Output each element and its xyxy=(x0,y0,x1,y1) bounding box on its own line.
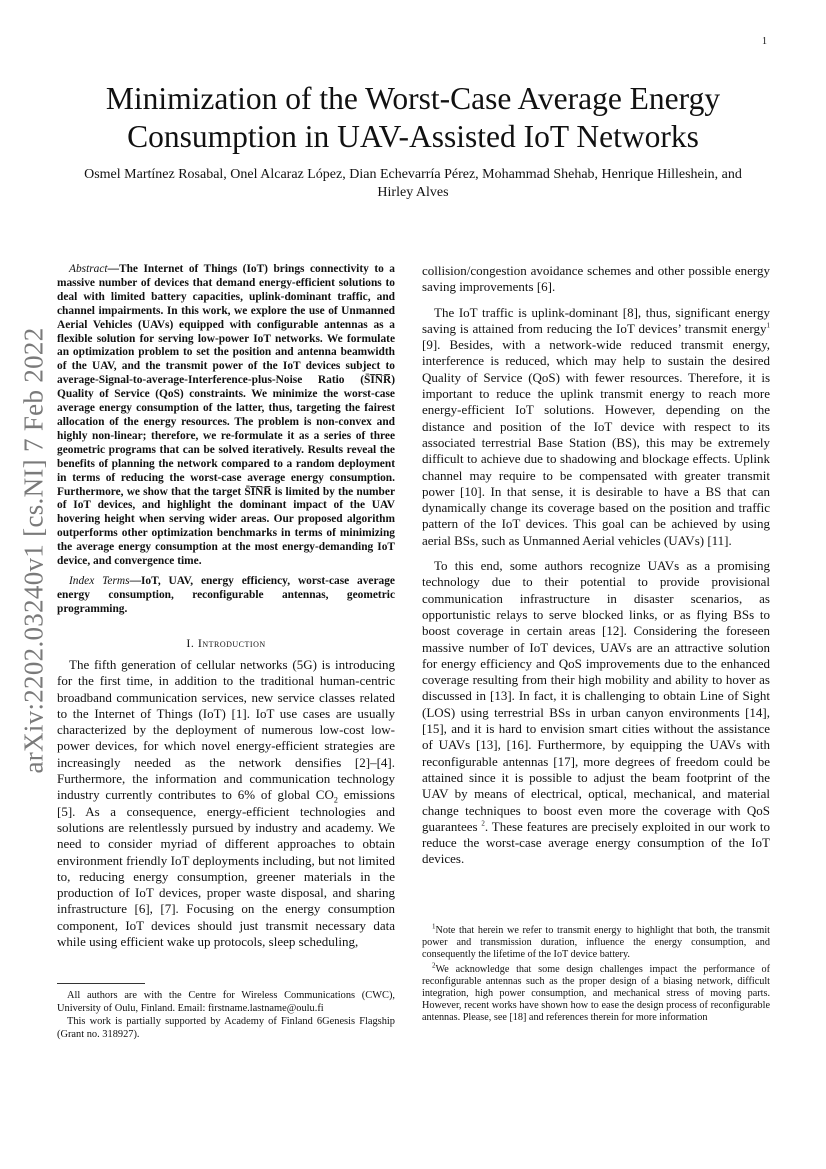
footnotes xyxy=(422,922,770,1027)
intro-text-part: The fifth generation of cellular networks (5G) is introducing for the first time, in addition to the traditional human-centric broadband communication services, new service classes related to the Internet of Things (IoT) [1]. IoT use cases are usually characterized by the deployment of numerous low-cost low-power devices, for which novel energy-efficient strategies are increasingly needed as the network densifies [2]–[4]. Furthermore, the information and communication technology industry currently contributes to xyxy=(57,656,395,803)
footnote-marker: 1 xyxy=(432,922,436,931)
page-number: 1 xyxy=(762,36,767,47)
intro-paragraph-1 xyxy=(57,657,395,950)
right-paragraph-0: collision/congestion avoidance schemes and other possible energy saving improvements [6]. xyxy=(422,263,770,295)
footnote-text: Note that herein we refer to transmit energy to highlight that both, the transmit power and transmission duration, influence the energy consumption, and consequently the lifetime of the IoT device battery. xyxy=(422,925,770,961)
index-terms-label: Index Terms xyxy=(69,574,130,587)
right-text-part: To this end, some authors recognize UAVs as a promising technology due to their potential to provide provisional communication infrastructure in disaster scenarios, as opportunistic relays to serve blocked links, or as flying BSs to boost coverage in certain areas [12]. Considering the foreseen massive number of IoT devices, UAVs are an attractive solution for energy efficiency and QoS improvements due to the enhanced coverage resulting from their high mobility and ability to hover as discussed in [13]. In fact, it is challenging to obtain Line of Sight (LOS) using terrestrial BSs in urban canyon environments [14], [15], and it is hard to envision smart cities without the assistance of UAVs [13], [16]. Furthermore, by equipping the UAVs with reconfigurable antennas [17], more degrees of freedom could be attained since it is possible to adjust the beam footprint of the UAV by means of electrical, optical, mechanical, and material change techniques to boost even more the coverage with QoS guarantees xyxy=(422,558,770,834)
arxiv-identifier-stamp xyxy=(4,326,64,774)
section-heading-introduction: I. Introduction xyxy=(186,635,266,650)
right-paragraph-2 xyxy=(422,558,770,868)
left-column xyxy=(57,263,395,958)
footnote-marker: 2 xyxy=(432,961,436,970)
intro-text-part: of global CO xyxy=(255,787,334,803)
right-text-part: [9]. Besides, with a network-wide reduced transmit energy, interference is reduced, which may help to sustain the desired Quality of Service (QoS) with fewer resources. Therefore, it is important to reduce the uplink transmit energy to reach more energy-efficient IoT solutions. However, depending on the distance and position of the IoT device with respect to its associated terrestrial Base Station (BS), this may be extremely difficult to achieve due to shadowing and blockage effects. Uplink channel may require to be compensated with greater transmit power [10]. In that sense, it is desirable to have a BS that can dynamically change its coverage based on the position and traffic pattern of the IoT devices. This goal can be achieved by using aerial BSs, such as Unmanned Aerial vehicles (UAVs) [11]. xyxy=(422,337,770,548)
right-paragraph-1 xyxy=(422,305,770,549)
right-column xyxy=(422,263,770,877)
index-terms xyxy=(57,575,395,617)
funding-line: This work is partially supported by Academy of Finland 6Genesis Flagship (Grant no. 318927). xyxy=(57,1016,395,1040)
abstract-label: Abstract xyxy=(69,263,108,275)
right-text-part: . These features are precisely exploited in our work to reduce the worst-case average energy consumption of the IoT devices. xyxy=(422,818,770,867)
abstract-text: —The Internet of Things (IoT) brings connectivity to a massive number of devices that demand energy-efficient solutions to deal with limited battery capacities, uplink-dominant traffic, and channel impairments. In this work, we explore the use of Unmanned Aerial Vehicles (UAVs) equipped with configurable antennas as a flexible solution for serving low-power IoT networks. We formulate an optimization problem to set the position and antenna beamwidth of the UAV, and the transmit power of the IoT devices subject to average-Signal-to-average-Interference-plus-Noise Ratio (S̄I̅N̅R̅) Quality of Service (QoS) constraints. We minimize the worst-case average energy consumption of the latter, thus, targeting the fairest allocation of the energy resources. The problem is non-convex and highly non-linear; therefore, we re-formulate it as a series of three geometric programs that can be solved iteratively. Results reveal the benefits of planning the network compared to a random deployment in terms of reducing the worst-case average energy consumption. Furthermore, we show that the target S̄I̅N̅R̅ is limited by the number of IoT devices, and highlight the dominant impact of the UAV hovering height when serving wider areas. Our proposed algorithm outperforms other optimization benchmarks in terms of minimizing the average energy consumption at the most energy-demanding IoT device, and convergence time. xyxy=(57,263,395,568)
right-text-part: The IoT traffic is uplink-dominant [8], thus, significant energy saving is attained from reducing the IoT devices’ transmit energy xyxy=(422,304,770,336)
affiliation-rule xyxy=(57,983,145,984)
footnote-1 xyxy=(422,922,770,962)
affiliation-footnote xyxy=(57,990,395,1042)
footnote-marker: 1 xyxy=(766,321,770,330)
author-list: Osmel Martínez Rosabal, Onel Alcaraz López, Dian Echevarría Pérez, Mohammad Shehab, Henrique Hilleshein, and Hirley Alves xyxy=(84,167,742,200)
arxiv-identifier-text: arXiv:2202.03240v1 [cs.NI] 7 Feb 2022 xyxy=(18,326,49,774)
co2-subscript: 2 xyxy=(333,795,338,805)
footnote-2 xyxy=(422,961,770,1025)
affiliation-line: All authors are with the Centre for Wireless Communications (CWC), University of Oulu, Finland. Email: firstname.lastname@oulu.fi xyxy=(57,990,395,1014)
footnote-marker: 2 xyxy=(481,819,485,828)
footnote-text: We acknowledge that some design challenges impact the performance of reconfigurable antennas such as the proper design of a biasing network, difficult integration, high power consumption, and mechanical stress of moving parts. However, recent works have shown how to ease the design process of reconfigurable antennas. Please, see [18] and references therein for more information xyxy=(422,963,770,1024)
index-terms-text: —IoT, UAV, energy efficiency, worst-case average energy consumption, reconfigurable antennas, geometric programming. xyxy=(57,574,395,615)
paper-title: Minimization of the Worst-Case Average Energy Consumption in UAV-Assisted IoT Networks xyxy=(105,81,721,154)
intro-text-part: emissions [5]. As a consequence, energy-efficient technologies and solutions are relentlessly pursued by industry and academy. We need to consider myriad of different approaches to obtain environment friendly IoT deployments including, but not limited to, reducing energy consumption, greener materials in the production of IoT devices, proper waste disposal, and sharing infrastructure [6], [7]. Focusing on the energy consumption component, IoT devices should just transmit necessary data while using efficient wake up protocols, sleep scheduling, xyxy=(57,787,395,949)
abstract xyxy=(57,263,395,569)
intro-percent-value: 6% xyxy=(237,787,256,803)
